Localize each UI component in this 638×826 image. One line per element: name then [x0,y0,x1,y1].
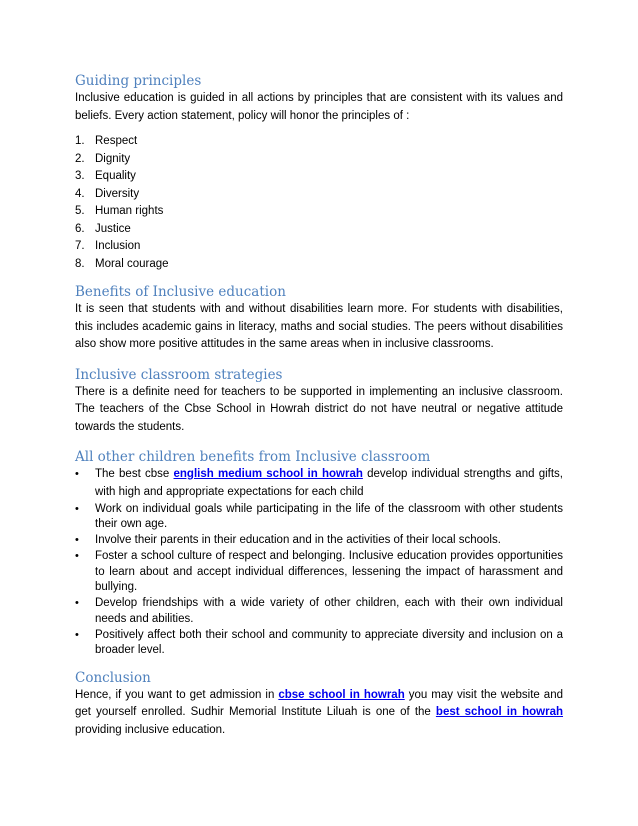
conclusion-pre: Hence, if you want to get admission in [75,688,279,701]
benefits-bullet-list [75,466,563,659]
list-item [75,221,563,239]
list-item [75,133,563,151]
section-guiding-principles [75,72,563,273]
list-text: Foster a school culture of respect and belonging. Inclusive education provides opportunities to learn about and accept individual differences, lessening the impact of harassment and bullying. [95,550,563,593]
bullet1-pre: The best cbse [95,468,174,480]
section-strategies [75,366,563,437]
section-conclusion [75,669,563,740]
list-text: Involve their parents in their education and in the activities of their local schools. [95,534,501,546]
conclusion-body [75,687,563,740]
document-page [75,72,563,739]
list-text: Diversity [95,187,140,200]
bullet1-post: develop individual strengths and gifts, with high and appropriate expectations for each child [95,468,563,498]
list-number: 5. [75,205,85,217]
list-text: Justice [95,222,131,235]
list-number: 1. [75,135,85,147]
heading-guiding-principles: Guiding principles [75,73,202,89]
strategies-body: There is a definite need for teachers to be supported in implementing an inclusive classroom. The teachers of the Cbse School in Howrah district do not have neutral or negative attitude towards the students. [75,385,563,433]
list-number: 8. [75,257,85,270]
conclusion-mid: you may visit the website and get yourself enrolled. Sudhir Memorial Institute Liluah is one of the [75,688,563,718]
list-number: 6. [75,222,85,235]
list-item [75,238,563,256]
cbse-school-link[interactable]: cbse school in howrah [278,688,405,701]
list-text: Dignity [95,152,131,165]
list-item [75,186,563,204]
conclusion-post: providing inclusive education. [75,723,226,736]
best-school-link[interactable]: best school in howrah [435,706,564,718]
list-item [75,151,563,169]
list-item [75,466,563,501]
list-item [75,502,563,533]
section-benefits [75,283,563,354]
list-number: 3. [75,170,85,182]
heading-strategies: Inclusive classroom strategies [75,366,283,383]
heading-benefits: Benefits of Inclusive education [75,284,286,300]
list-item [75,533,563,549]
list-text: Inclusion [95,240,141,252]
list-item [75,628,563,659]
list-item [75,256,563,274]
list-item [75,549,563,596]
list-text: Human rights [95,205,164,217]
list-text: Moral courage [95,257,169,270]
list-item [75,203,563,221]
bullet-glyph: • [75,468,79,480]
bullet-glyph: • [75,597,79,609]
section-other-children [75,448,563,659]
list-number: 7. [75,240,85,252]
bullet-glyph: • [75,502,79,515]
bullet-glyph: • [75,628,79,641]
bullet-glyph: • [75,534,79,546]
list-item [75,596,563,627]
bullet-glyph: • [75,550,79,562]
english-medium-school-link[interactable]: english medium school in howrah [173,468,363,480]
list-number: 4. [75,187,85,200]
list-text: Equality [95,170,136,182]
list-text: Positively affect both their school and community to appreciate diversity and inclusion on a broader level. [95,628,563,656]
list-text: Respect [95,135,138,147]
list-text: Work on individual goals while participating in the life of the classroom with other students their own age. [95,502,563,530]
list-text: Develop friendships with a wide variety of other children, each with their own individual needs and abilities. [95,597,563,625]
principles-list [75,133,563,273]
heading-conclusion: Conclusion [75,669,151,686]
heading-other-children: All other children benefits from Inclusive classroom [75,449,431,465]
list-item [75,168,563,186]
list-text [95,466,563,501]
guiding-intro: Inclusive education is guided in all actions by principles that are consistent with its values and beliefs. Every action statement, policy will honor the principles of : [75,92,563,122]
benefits-body: It is seen that students with and without disabilities learn more. For students with disabilities, this includes academic gains in literacy, maths and social studies. The peers without disabilities also show more positive attitudes in the same areas when in inclusive classrooms. [75,303,563,350]
list-number: 2. [75,152,85,165]
